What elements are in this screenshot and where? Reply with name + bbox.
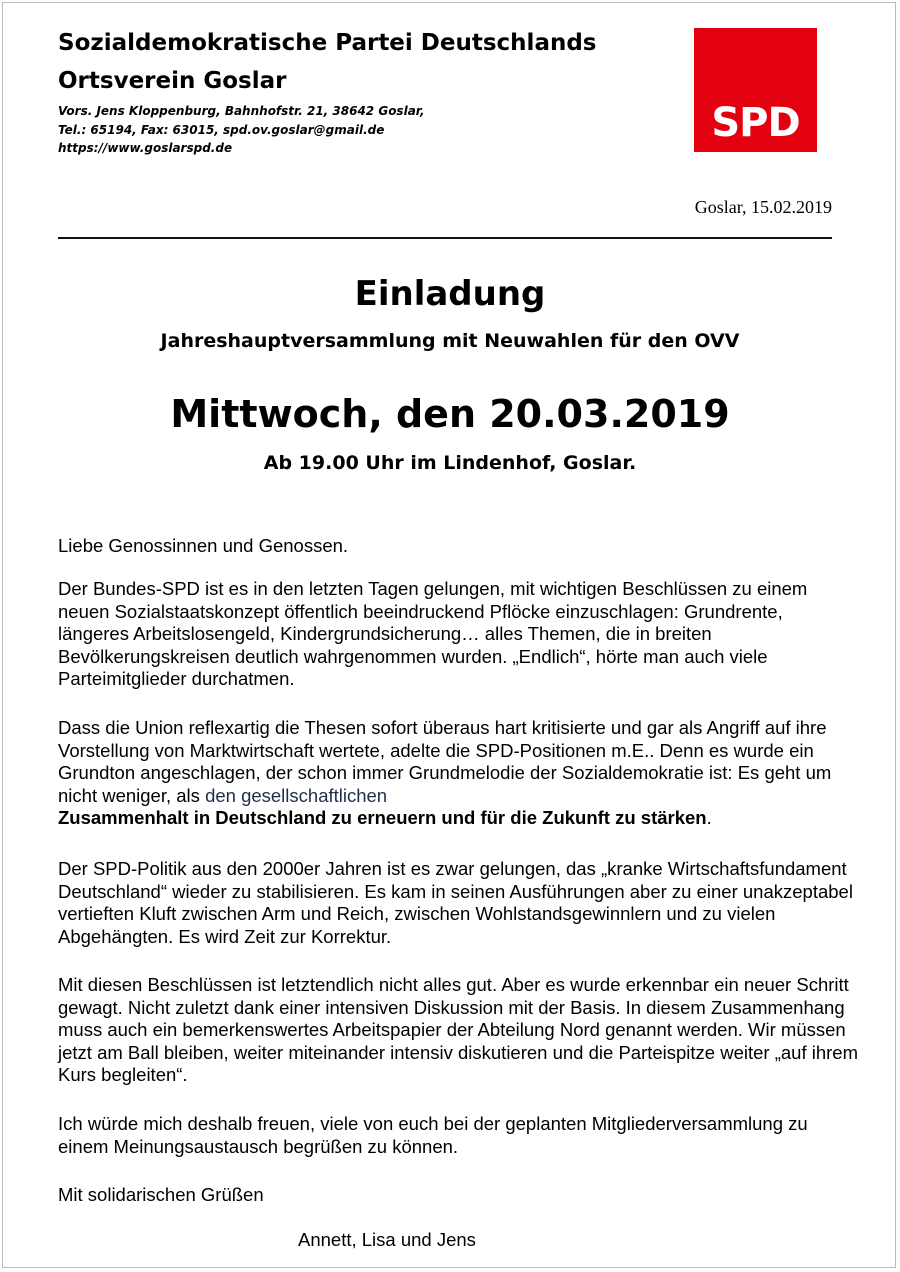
invitation-subtitle: Jahreshauptversammlung mit Neuwahlen für den OVV [160, 330, 740, 352]
signature: Annett, Lisa und Jens [298, 1229, 476, 1250]
spd-logo-text: SPD [711, 100, 800, 146]
paragraph-3: Der SPD-Politik aus den 2000er Jahren ist es zwar gelungen, das „kranke Wirtschaftsfundament Deutschland“ wieder zu stabilisieren. Es kam in seinen Ausführungen aber zu einer unakzeptabel vertieften Kluft zwischen Arm und Reich, zwischen Wohlstandsgewinnlern und zu vielen Abgehängten. Es wird Zeit zur Korrektur. [58, 858, 853, 947]
paragraph-2-end: . [706, 807, 712, 828]
salutation: Liebe Genossinnen und Genossen. [58, 535, 349, 556]
meeting-time-location: Ab 19.00 Uhr im Lindenhof, Goslar. [263, 452, 637, 474]
spd-logo [694, 28, 817, 152]
paragraph-1: Der Bundes-SPD ist es in den letzten Tagen gelungen, mit wichtigen Beschlüssen zu einem neuen Sozialstaatskonzept öffentlich beeindruckend Pflöcke einzuschlagen: Grundrente, längeres Arbeitslosengeld, Kindergrundsicherung… alles Themen, die in breiten Bevölkerungskreisen deutlich wahrgenommen wurden. „Endlich“, hörte man auch viele Parteimitglieder durchatmen. [58, 578, 808, 689]
paragraph-2-highlight: den gesellschaftlichen [205, 784, 388, 806]
closing: Mit solidarischen Grüßen [58, 1184, 264, 1205]
contact-phone-email: Tel.: 65194, Fax: 63015, spd.ov.goslar@gmail.de [58, 123, 385, 137]
paragraph-5: Ich würde mich deshalb freuen, viele von euch bei der geplanten Mitgliederversammlung zu einem Meinungsaustausch begrüßen zu können. [58, 1113, 808, 1157]
header-divider [58, 237, 832, 239]
contact-website[interactable]: https://www.goslarspd.de [58, 141, 233, 155]
paragraph-2 [58, 717, 858, 830]
contact-address: Vors. Jens Kloppenburg, Bahnhofstr. 21, 38642 Goslar, [58, 104, 425, 118]
paragraph-2-text: Dass die Union reflexartig die Thesen sofort überaus hart kritisierte und gar als Angriff auf ihre Vorstellung von Marktwirtschaft wertete, adelte die SPD-Positionen m.E.. Denn es wurde ein Grundton angeschlagen, der schon immer Grundmelodie der Sozialdemokratie ist: Es geht um nicht weniger, als [58, 717, 832, 806]
paragraph-4: Mit diesen Beschlüssen ist letztendlich nicht alles gut. Aber es wurde erkennbar ein neuer Schritt gewagt. Nicht zuletzt dank einer intensiven Diskussion mit der Basis. In diesem Zusammenhang muss auch ein bemerkenswertes Arbeitspapier der Abteilung Nord genannt werden. Wir müssen jetzt am Ball bleiben, weiter miteinander intensiv diskutieren und die Parteispitze weiter „auf ihrem Kurs begleiten“. [58, 974, 858, 1085]
organization-unit: Ortsverein Goslar [58, 68, 287, 94]
invitation-title: Einladung [354, 274, 546, 314]
letter-date: Goslar, 15.02.2019 [694, 197, 832, 217]
paragraph-2-bold: Zusammenhalt in Deutschland zu erneuern und für die Zukunft zu stärken [58, 807, 707, 828]
organization-name: Sozialdemokratische Partei Deutschlands [58, 30, 597, 56]
meeting-date: Mittwoch, den 20.03.2019 [170, 392, 730, 436]
